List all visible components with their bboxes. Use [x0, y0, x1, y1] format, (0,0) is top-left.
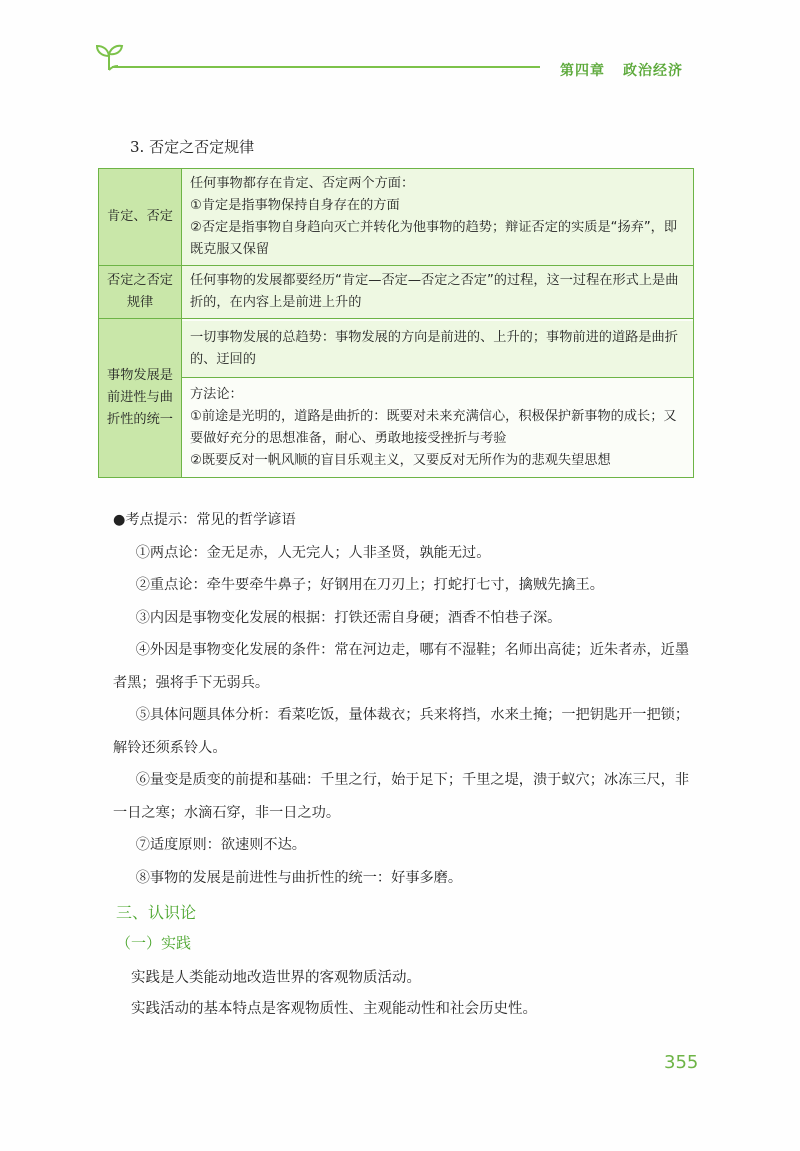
content-line: 任何事物的发展都要经历“肯定—否定—否定之否定”的过程，这一过程在形式上是曲折的，在内容上是前进上升的 — [190, 273, 679, 310]
table-row — [99, 319, 694, 478]
page-number: 355 — [664, 1052, 699, 1073]
tips-heading: ●考点提示：常见的哲学谚语 — [113, 512, 296, 528]
subsection-heading: （一）实践 — [116, 934, 192, 952]
tip-item: ③内因是事物变化发展的根据：打铁还需自身硬；酒香不怕巷子深。 — [135, 609, 562, 626]
content-line: 任何事物都存在肯定、否定两个方面： — [190, 176, 415, 191]
content-line: ②否定是指事物自身趋向灭亡并转化为他事物的趋势；辩证否定的实质是“扬弃”，即既克服又保留 — [190, 220, 678, 257]
row-header: 肯定、否定 — [99, 169, 182, 266]
general-trend: 一切事物发展的总趋势：事物发展的方向是前进的、上升的；事物前进的道路是曲折的、迂回的 — [182, 321, 693, 378]
sprout-logo-icon — [92, 40, 126, 74]
row-content — [182, 319, 694, 478]
tip-item: ⑤具体问题具体分析：看菜吃饭，量体裁衣；兵来将挡，水来土掩；一把钥匙开一把锁；解铃还须系铃人。 — [113, 707, 690, 756]
row-content — [182, 266, 694, 319]
content-line: ①前途是光明的，道路是曲折的：既要对未来充满信心，积极保护新事物的成长；又要做好充分的思想准备，耐心、勇敢地接受挫折与考验 — [190, 408, 677, 446]
tip-item: ⑧事物的发展是前进性与曲折性的统一：好事多磨。 — [135, 869, 463, 886]
tip-item: ②重点论：牵牛要牵牛鼻子；好钢用在刀刃上；打蛇打七寸，擒贼先擒王。 — [135, 577, 604, 593]
paragraph: 实践活动的基本特点是客观物质性、主观能动性和社会历史性。 — [131, 1001, 537, 1017]
row-header: 否定之否定规律 — [99, 266, 182, 319]
chapter-title: 政治经济 — [623, 63, 683, 79]
chapter-header — [560, 60, 683, 80]
tip-item: ④外因是事物变化发展的条件：常在河边走，哪有不湿鞋；名师出高徒；近朱者赤，近墨者黑；强将手下无弱兵。 — [113, 642, 690, 691]
section-title: 3. 否定之否定规律 — [130, 138, 255, 156]
methodology — [190, 378, 685, 476]
section-heading: 三、认识论 — [116, 903, 197, 922]
tip-item: ①两点论：金无足赤，人无完人；人非圣贤，孰能无过。 — [135, 544, 491, 561]
tip-item: ⑥量变是质变的前提和基础：千里之行，始于足下；千里之堤，溃于蚁穴；冰冻三尺，非一日之寒；水滴石穿，非一日之功。 — [113, 772, 690, 821]
header-rule — [112, 66, 540, 68]
tip-item: ⑦适度原则：欲速则不达。 — [135, 837, 306, 853]
row-content — [182, 169, 694, 266]
content-line: 方法论： — [190, 386, 243, 402]
table-row — [99, 266, 694, 319]
negation-law-table — [98, 168, 694, 478]
content-line: ①肯定是指事物保持自身存在的方面 — [190, 198, 400, 213]
table-row — [99, 169, 694, 266]
paragraph: 实践是人类能动地改造世界的客观物质活动。 — [131, 970, 421, 986]
row-header: 事物发展是前进性与曲折性的统一 — [99, 319, 182, 478]
content-line: ②既要反对一帆风顺的盲目乐观主义，又要反对无所作为的悲观失望思想 — [190, 452, 611, 468]
chapter-number: 第四章 — [560, 63, 605, 79]
exam-tips — [113, 504, 698, 894]
